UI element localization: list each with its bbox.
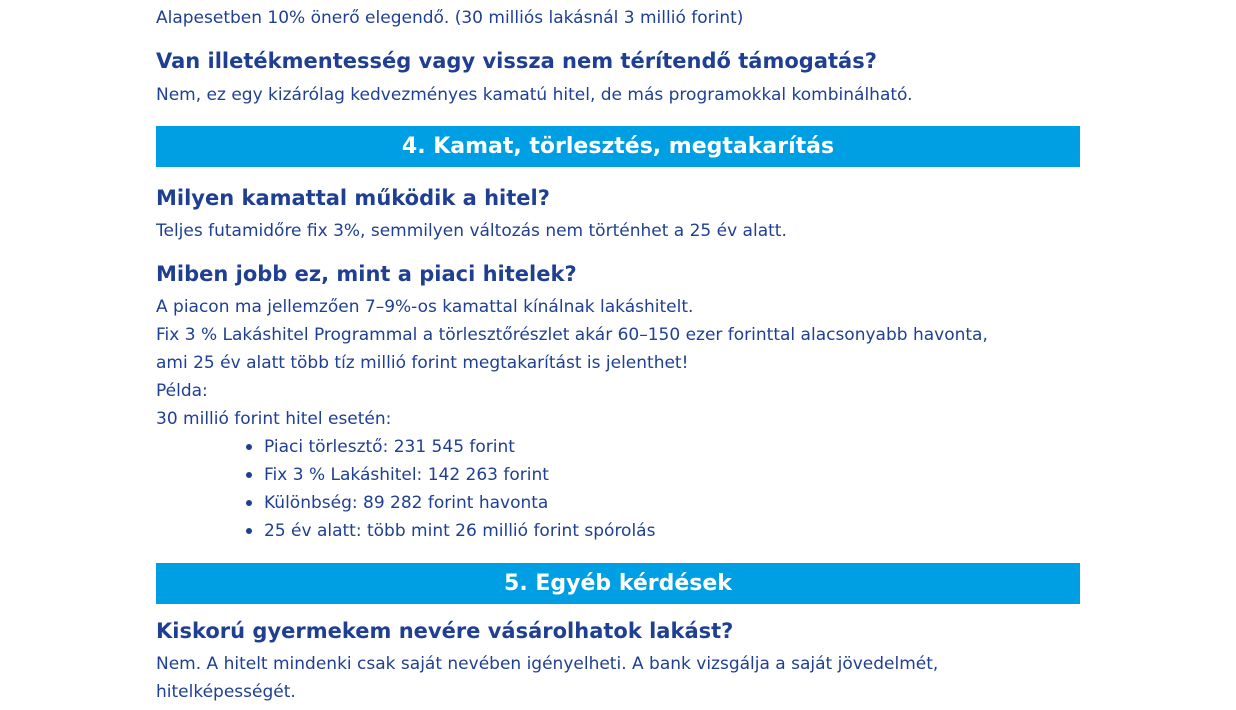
answer-piaci-line: Fix 3 % Lakáshitel Programmal a törlesztőrészlet akár 60–150 ezer forinttal alacsonyabb havonta, bbox=[156, 325, 988, 345]
answer-piaci-line: ami 25 év alatt több tíz millió forint megtakarítást is jelenthet! bbox=[156, 353, 689, 373]
question-kiskoru: Kiskorú gyermekem nevére vásárolhatok lakást? bbox=[156, 619, 734, 643]
example-list bbox=[156, 433, 988, 545]
intro-text: Alapesetben 10% önerő elegendő. (30 milliós lakásnál 3 millió forint) bbox=[156, 8, 744, 28]
answer-piaci-line: A piacon ma jellemzően 7–9%-os kamattal kínálnak lakáshitelt. bbox=[156, 297, 694, 317]
answer-kiskoru-line: hitelképességét. bbox=[156, 682, 296, 702]
list-item: 25 év alatt: több mint 26 millió forint spórolás bbox=[246, 517, 988, 545]
question-kamat: Milyen kamattal működik a hitel? bbox=[156, 186, 550, 210]
list-item: Piaci törlesztő: 231 545 forint bbox=[246, 433, 988, 461]
section-banner-5: 5. Egyéb kérdések bbox=[156, 563, 1080, 604]
example-label: Példa: bbox=[156, 381, 208, 401]
section-banner-4: 4. Kamat, törlesztés, megtakarítás bbox=[156, 126, 1080, 167]
answer-illetek: Nem, ez egy kizárólag kedvezményes kamatú hitel, de más programokkal kombinálható. bbox=[156, 85, 913, 105]
list-item: Különbség: 89 282 forint havonta bbox=[246, 489, 988, 517]
list-item: Fix 3 % Lakáshitel: 142 263 forint bbox=[246, 461, 988, 489]
answer-kiskoru-line: Nem. A hitelt mindenki csak saját nevében igényelheti. A bank vizsgálja a saját jövedelmét, bbox=[156, 654, 939, 674]
question-piaci: Miben jobb ez, mint a piaci hitelek? bbox=[156, 262, 577, 286]
answer-kiskoru bbox=[156, 650, 938, 706]
example-intro: 30 millió forint hitel esetén: bbox=[156, 409, 392, 429]
answer-piaci bbox=[156, 293, 988, 545]
question-illetek: Van illetékmentesség vagy vissza nem térítendő támogatás? bbox=[156, 49, 877, 73]
answer-kamat: Teljes futamidőre fix 3%, semmilyen változás nem történhet a 25 év alatt. bbox=[156, 221, 787, 241]
